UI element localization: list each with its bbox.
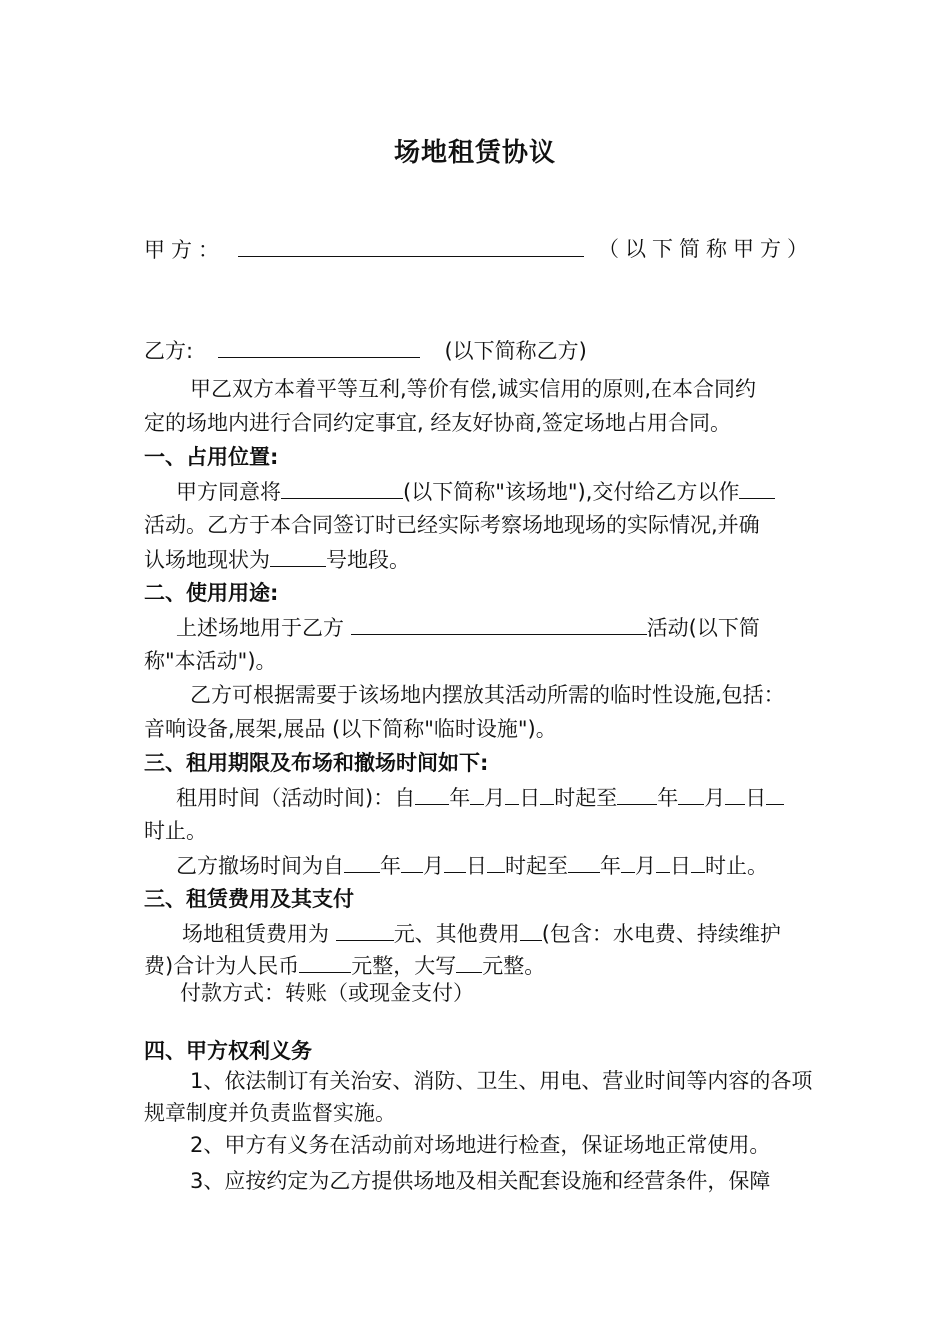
section-fees-heading: 三、租赁费用及其支付: [144, 887, 354, 911]
total-blank: [299, 950, 351, 973]
s2-text-b: 活动(以下简: [646, 616, 760, 640]
capital-blank: [456, 950, 482, 973]
s4-item-1a: 1、依法制订有关治安、消防、卫生、用电、营业时间等内容的各项: [190, 1069, 813, 1093]
blank: [691, 850, 705, 873]
fees-text-a: 场地租赁费用为: [182, 922, 336, 946]
s2-line-2: 称"本活动")。: [144, 649, 277, 673]
fees-text-b: 元、其他费用: [393, 922, 520, 946]
fees-text-c: (包含：水电费、持续维护: [541, 922, 781, 946]
s1-text-d: 号地段。: [326, 548, 410, 572]
blank: [617, 782, 657, 805]
party-b-label: 乙方:: [144, 339, 194, 363]
rent-amount-blank: [336, 918, 394, 941]
fees-line-2: [144, 950, 814, 981]
s4-item-2: 2、甲方有义务在活动前对场地进行检查，保证场地正常使用。: [190, 1133, 771, 1157]
month-label: 月: [484, 786, 506, 810]
party-b-blank: [218, 335, 420, 358]
lot-blank: [270, 544, 326, 567]
purpose-blank: [739, 476, 775, 499]
rent-time-line: [144, 782, 814, 813]
year-label: 年: [380, 854, 401, 878]
payment-method: 付款方式：转账（或现金支付）: [180, 981, 474, 1005]
party-a-line: [144, 234, 814, 265]
document-title: 场地租赁协议: [393, 138, 556, 168]
blank: [344, 850, 380, 873]
blank: [766, 782, 784, 805]
s1-text-a: 甲方同意将: [176, 480, 281, 504]
day-label: 日: [670, 854, 691, 878]
start-label: 时起至: [554, 786, 618, 810]
blank: [444, 850, 466, 873]
blank: [487, 850, 505, 873]
other-fee-blank: [520, 918, 542, 941]
clear-time-line: [144, 850, 814, 881]
s1-line-1: [144, 476, 814, 507]
blank: [678, 782, 704, 805]
party-a-suffix: （以下简称甲方）: [598, 237, 814, 261]
s2-line-4: 音响设备,展架,展品 (以下简称"临时设施")。: [144, 717, 557, 741]
total-text-b: 元整，大写: [351, 954, 457, 978]
s1-text-b: (以下简称"该场地"),交付给乙方以作: [403, 480, 740, 504]
activity-blank: [351, 612, 647, 635]
blank: [725, 782, 745, 805]
day-label: 日: [745, 786, 767, 810]
s4-item-1b: 规章制度并负责监督实施。: [144, 1101, 396, 1125]
s1-line-3: [144, 544, 814, 575]
section-2-heading: 二、使用用途:: [144, 581, 279, 605]
blank: [401, 850, 423, 873]
blank: [415, 782, 449, 805]
day-label: 日: [519, 786, 541, 810]
intro-line-2: 定的场地内进行合同约定事宜, 经友好协商,签定场地占用合同。: [144, 411, 732, 435]
blank: [568, 850, 600, 873]
year-label: 年: [657, 786, 679, 810]
year-label: 年: [600, 854, 621, 878]
section-4-heading: 四、甲方权利义务: [144, 1039, 312, 1063]
party-a-blank: [238, 234, 584, 257]
blank: [540, 782, 554, 805]
start-label: 时起至: [505, 854, 568, 878]
month-label: 月: [635, 854, 656, 878]
total-text-c: 元整。: [482, 954, 546, 978]
total-text-a: 费)合计为人民币: [144, 954, 300, 978]
party-b-suffix: (以下简称乙方): [444, 339, 587, 363]
section-3-heading: 三、租用期限及布场和撤场时间如下:: [144, 751, 489, 775]
party-a-label: 甲方：: [144, 238, 225, 262]
intro-line-1: 甲乙双方本着平等互利,等价有偿,诚实信用的原则,在本合同约: [190, 377, 757, 401]
s1-text-c: 认场地现状为: [144, 548, 270, 572]
month-label: 月: [423, 854, 444, 878]
blank: [656, 850, 670, 873]
s4-item-3: 3、应按约定为乙方提供场地及相关配套设施和经营条件，保障: [190, 1169, 771, 1193]
clear-time-label: 乙方撤场时间为自: [176, 854, 344, 878]
end-label: 时止。: [705, 854, 768, 878]
rent-time-label: 租用时间（活动时间)：自: [176, 786, 416, 810]
s2-line-1: [144, 612, 814, 643]
fees-line-1: [144, 918, 814, 949]
year-label: 年: [449, 786, 471, 810]
blank: [505, 782, 519, 805]
day-label: 日: [466, 854, 487, 878]
location-blank: [281, 476, 403, 499]
month-label: 月: [704, 786, 726, 810]
s1-line-2: 活动。乙方于本合同签订时已经实际考察场地现场的实际情况,并确: [144, 513, 760, 537]
blank: [470, 782, 484, 805]
party-b-line: [144, 335, 814, 366]
rent-time-end: 时止。: [144, 819, 207, 843]
section-1-heading: 一、占用位置:: [144, 445, 279, 469]
blank: [621, 850, 635, 873]
s2-line-3: 乙方可根据需要于该场地内摆放其活动所需的临时性设施,包括：: [190, 683, 785, 707]
s2-text-a: 上述场地用于乙方: [176, 616, 351, 640]
